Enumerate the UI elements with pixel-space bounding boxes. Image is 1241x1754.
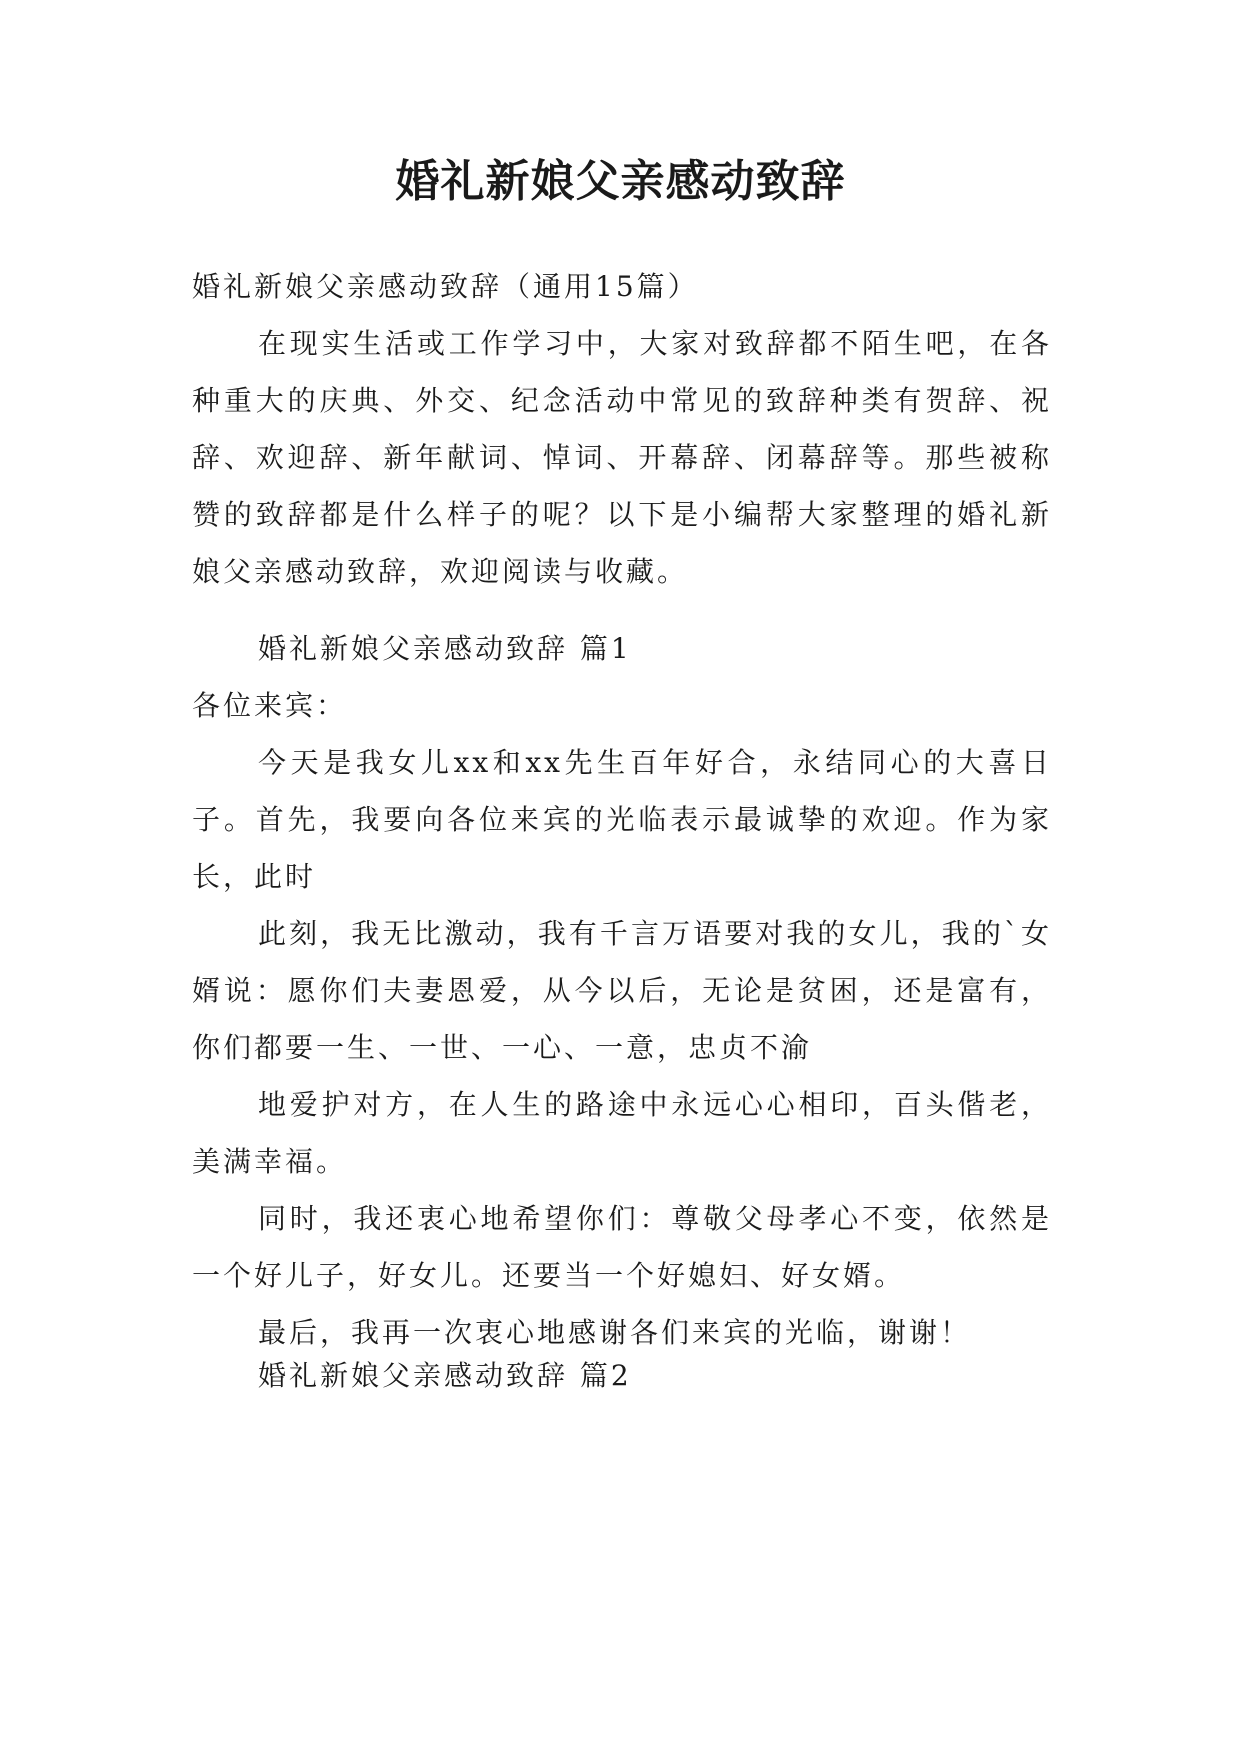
- document-title: 婚礼新娘父亲感动致辞: [395, 156, 846, 207]
- section-1-heading: 婚礼新娘父亲感动致辞 篇1: [258, 632, 632, 665]
- section-1-paragraph-3: 地爱护对方，在人生的路途中永远心心相印，百头偕老，美满幸福。: [192, 1088, 1052, 1178]
- intro-block: [192, 315, 1052, 600]
- section-1-paragraph-5: 最后，我再一次衷心地感谢各们来宾的光临，谢谢！: [258, 1316, 972, 1349]
- intro-paragraph: 在现实生活或工作学习中，大家对致辞都不陌生吧，在各种重大的庆典、外交、纪念活动中常见的致辞种类有贺辞、祝辞、欢迎辞、新年献词、悼词、开幕辞、闭幕辞等。那些被称赞的致辞都是什么样子的呢？以下是小编帮大家整理的婚礼新娘父亲感动致辞，欢迎阅读与收藏。: [192, 327, 1052, 588]
- section-1-paragraph-1: 今天是我女儿xx和xx先生百年好合，永结同心的大喜日子。首先，我要向各位来宾的光临表示最诚挚的欢迎。作为家长，此时: [192, 746, 1052, 893]
- section-1: [192, 620, 1052, 1361]
- section-1-salutation: 各位来宾：: [192, 689, 348, 722]
- section-1-paragraph-2: 此刻，我无比激动，我有千言万语要对我的女儿，我的`女婿说：愿你们夫妻恩爱，从今以后，无论是贫困，还是富有，你们都要一生、一世、一心、一意，忠贞不渝: [192, 917, 1052, 1064]
- section-2: [192, 1347, 1052, 1404]
- section-1-paragraph-4: 同时，我还衷心地希望你们：尊敬父母孝心不变，依然是一个好儿子，好女儿。还要当一个好媳妇、好女婿。: [192, 1202, 1052, 1292]
- document-subtitle: 婚礼新娘父亲感动致辞（通用15篇）: [192, 270, 699, 303]
- subtitle-block: [192, 258, 1052, 315]
- section-2-heading: 婚礼新娘父亲感动致辞 篇2: [258, 1359, 632, 1392]
